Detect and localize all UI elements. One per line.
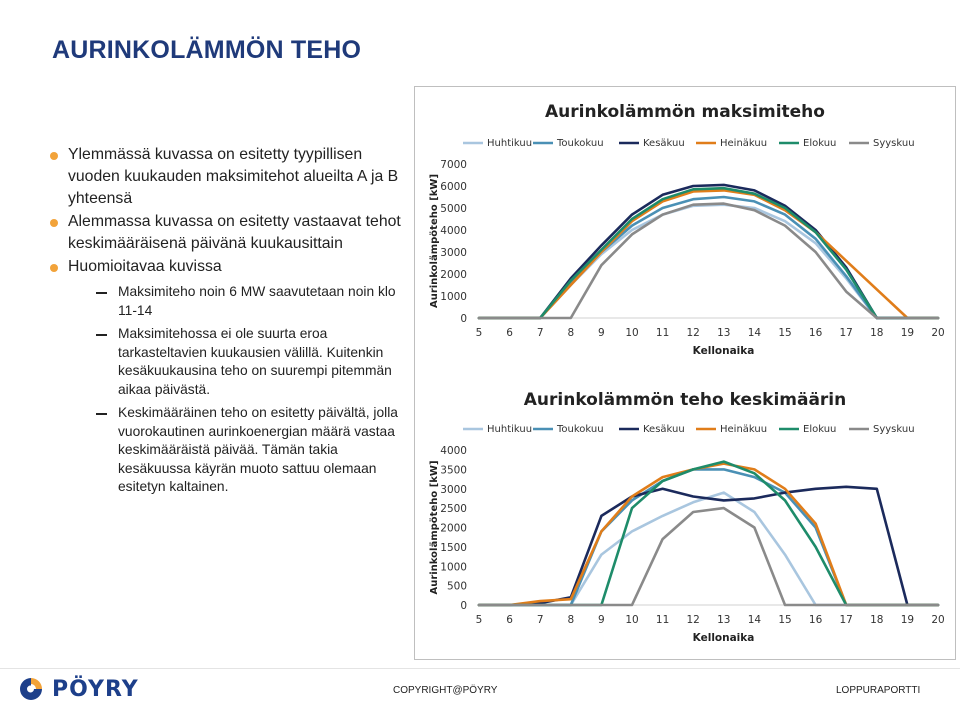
bullet-list xyxy=(48,144,403,497)
y-tick-label: 0 xyxy=(460,313,467,325)
x-tick-label: 7 xyxy=(536,327,544,339)
copyright-text: COPYRIGHT@PÖYRY xyxy=(393,685,498,696)
y-tick-label: 2000 xyxy=(440,522,467,535)
series-line xyxy=(479,469,938,605)
x-tick-label: 16 xyxy=(808,614,823,626)
series-line xyxy=(479,462,938,605)
series-line xyxy=(479,204,938,318)
x-tick-label: 13 xyxy=(717,614,731,626)
y-tick-label: 1500 xyxy=(440,541,467,554)
y-tick-label: 6000 xyxy=(440,181,467,193)
y-axis-label: Aurinkolämpöteho [kW] xyxy=(429,173,440,309)
report-label: LOPPURAPORTTI xyxy=(836,685,921,696)
x-tick-label: 12 xyxy=(686,327,700,339)
x-tick-label: 17 xyxy=(839,614,853,626)
y-axis-label: Aurinkolämpöteho [kW] xyxy=(429,460,440,595)
legend-label: Kesäkuu xyxy=(643,424,685,435)
legend-label: Kesäkuu xyxy=(643,138,685,149)
x-tick-label: 14 xyxy=(747,327,762,339)
legend-label: Heinäkuu xyxy=(720,138,768,149)
x-tick-label: 20 xyxy=(931,327,945,339)
x-tick-label: 9 xyxy=(598,614,605,626)
series-line xyxy=(479,205,938,318)
y-tick-label: 0 xyxy=(460,600,467,612)
x-tick-label: 19 xyxy=(900,614,915,626)
x-tick-label: 15 xyxy=(778,614,792,626)
x-tick-label: 20 xyxy=(931,614,945,626)
series-line xyxy=(479,508,938,605)
legend-label: Toukokuu xyxy=(557,138,604,149)
chart-title: Aurinkolämmön teho keskimäärin xyxy=(523,390,847,410)
x-tick-label: 10 xyxy=(625,327,639,339)
charts-panel xyxy=(414,86,956,660)
x-tick-label: 18 xyxy=(870,327,884,339)
x-tick-label: 14 xyxy=(747,614,762,626)
x-tick-label: 10 xyxy=(625,614,639,626)
x-tick-label: 8 xyxy=(567,327,575,339)
series-line xyxy=(479,487,938,605)
y-tick-label: 3500 xyxy=(440,464,467,477)
y-tick-label: 4000 xyxy=(440,225,467,237)
max-power-chart xyxy=(415,87,955,367)
sub-bullet-item: Maksimiteho noin 6 MW saavutetaan noin klo 11-14 xyxy=(48,283,403,320)
legend-label: Toukokuu xyxy=(557,424,604,435)
legend-label: Heinäkuu xyxy=(720,424,768,435)
x-tick-label: 19 xyxy=(900,327,915,339)
x-tick-label: 8 xyxy=(567,614,575,626)
logo-text: PÖYRY xyxy=(52,676,139,702)
x-tick-label: 11 xyxy=(655,327,670,339)
y-tick-label: 1000 xyxy=(440,561,467,574)
poyry-logo xyxy=(16,676,139,702)
x-tick-label: 18 xyxy=(870,614,884,626)
series-line xyxy=(479,464,938,605)
x-axis-label: Kellonaika xyxy=(692,345,755,357)
y-tick-label: 1000 xyxy=(440,291,467,303)
legend-label: Syyskuu xyxy=(873,424,915,435)
series-line xyxy=(479,190,938,318)
series-line xyxy=(479,188,938,318)
bullet-item: Huomioitavaa kuvissa xyxy=(48,256,403,278)
y-tick-label: 7000 xyxy=(440,159,467,171)
bullet-item: Alemmassa kuvassa on esitetty vastaavat tehot keskimääräisenä päivänä kuukausittain xyxy=(48,211,403,255)
x-tick-label: 5 xyxy=(475,614,483,626)
bullet-item: Ylemmässä kuvassa on esitetty tyypillisen vuoden kuukauden maksimitehot alueilta A ja B yhteensä xyxy=(48,144,403,210)
sub-bullet-item: Maksimitehossa ei ole suurta eroa tarkasteltavien kuukausien välillä. Kuitenkin kesäkuukausina teho on suurempi pitemmän aikaa päivästä. xyxy=(48,325,403,399)
series-line xyxy=(479,197,938,318)
x-tick-label: 6 xyxy=(506,327,513,339)
x-tick-label: 6 xyxy=(506,614,513,626)
y-tick-label: 2000 xyxy=(440,269,467,281)
y-tick-label: 5000 xyxy=(440,203,467,215)
x-tick-label: 5 xyxy=(475,327,483,339)
y-tick-label: 4000 xyxy=(440,445,467,457)
x-tick-label: 16 xyxy=(808,327,823,339)
x-tick-label: 17 xyxy=(839,327,853,339)
y-tick-label: 2500 xyxy=(440,503,467,516)
y-tick-label: 3000 xyxy=(440,483,467,496)
legend-label: Huhtikuu xyxy=(487,424,533,435)
y-tick-label: 500 xyxy=(446,580,467,593)
x-tick-label: 12 xyxy=(686,614,700,626)
max-power-chart-svg xyxy=(415,87,955,367)
legend-label: Syyskuu xyxy=(873,138,915,149)
footer-divider xyxy=(0,668,960,669)
slide-title: AURINKOLÄMMÖN TEHO xyxy=(52,36,362,64)
x-tick-label: 13 xyxy=(717,327,731,339)
legend-label: Elokuu xyxy=(803,424,837,435)
sub-bullet-item: Keskimääräinen teho on esitetty päivältä, jolla vuorokautinen aurinkoenergian määrä vastaa keskimääräistä päivää. Tämän takia kesäkuussa käyrän muoto sattuu olemaan esitetyn kaltainen. xyxy=(48,404,403,497)
x-tick-label: 11 xyxy=(655,614,670,626)
x-axis-label: Kellonaika xyxy=(692,632,755,644)
x-tick-label: 15 xyxy=(778,327,792,339)
avg-power-chart xyxy=(415,377,955,659)
x-tick-label: 9 xyxy=(598,327,605,339)
legend-label: Elokuu xyxy=(803,138,837,149)
y-tick-label: 3000 xyxy=(440,247,467,259)
legend-label: Huhtikuu xyxy=(487,138,533,149)
chart-title: Aurinkolämmön maksimiteho xyxy=(545,102,825,122)
x-tick-label: 7 xyxy=(536,614,544,626)
avg-power-chart-svg xyxy=(415,377,955,659)
poyry-logo-icon xyxy=(16,676,46,702)
